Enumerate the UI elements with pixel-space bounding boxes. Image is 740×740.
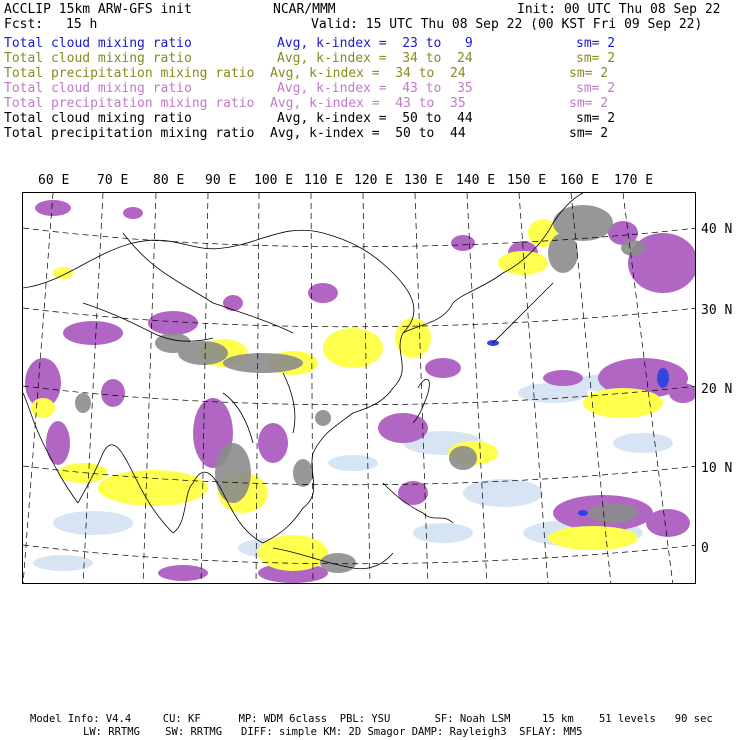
model-title: ACCLIP 15km ARW-GFS init bbox=[4, 2, 192, 17]
legend-row-sm: sm= 2 bbox=[576, 36, 616, 51]
forecast-hour: 15 h bbox=[66, 17, 98, 32]
lat-label: 0 bbox=[701, 541, 709, 556]
lon-label: 70 E bbox=[97, 173, 129, 188]
lon-label: 110 E bbox=[304, 173, 344, 188]
legend-row-sm: sm= 2 bbox=[569, 66, 609, 81]
legend-row-field: Total precipitation mixing ratio bbox=[4, 126, 255, 141]
lon-label: 150 E bbox=[507, 173, 547, 188]
legend-row-avg: Avg, k-index = 43 to 35 bbox=[277, 81, 473, 96]
legend-row-avg: Avg, k-index = 34 to 24 bbox=[277, 51, 473, 66]
lon-label: 100 E bbox=[254, 173, 294, 188]
legend-row-avg: Avg, k-index = 50 to 44 bbox=[270, 126, 466, 141]
legend-row-field: Total cloud mixing ratio bbox=[4, 81, 192, 96]
lon-label: 130 E bbox=[404, 173, 444, 188]
legend-row-avg: Avg, k-index = 34 to 24 bbox=[270, 66, 466, 81]
legend-row-sm: sm= 2 bbox=[576, 51, 616, 66]
lon-label: 60 E bbox=[38, 173, 70, 188]
forecast-label: Fcst: bbox=[4, 17, 44, 32]
legend-row-sm: sm= 2 bbox=[569, 96, 609, 111]
model-info-line1: Model Info: V4.4 CU: KF MP: WDM 6class PBL: YSU SF: Noah LSM 15 km 51 levels 90 sec bbox=[30, 713, 713, 725]
legend-row-sm: sm= 2 bbox=[569, 126, 609, 141]
init-time: Init: 00 UTC Thu 08 Sep 22 bbox=[517, 2, 721, 17]
lon-label: 160 E bbox=[560, 173, 600, 188]
legend-row-field: Total cloud mixing ratio bbox=[4, 111, 192, 126]
map-panel bbox=[22, 192, 696, 584]
legend-row-field: Total cloud mixing ratio bbox=[4, 36, 192, 51]
lat-label: 10 N bbox=[701, 461, 733, 476]
legend-row-field: Total precipitation mixing ratio bbox=[4, 66, 255, 81]
legend-row-avg: Avg, k-index = 50 to 44 bbox=[277, 111, 473, 126]
legend-row-sm: sm= 2 bbox=[576, 111, 616, 126]
legend-row-sm: sm= 2 bbox=[576, 81, 616, 96]
legend-row-avg: Avg, k-index = 43 to 35 bbox=[270, 96, 466, 111]
lon-label: 170 E bbox=[614, 173, 654, 188]
lon-label: 90 E bbox=[205, 173, 237, 188]
map-canvas bbox=[23, 193, 696, 584]
org-label: NCAR/MMM bbox=[273, 2, 336, 17]
lon-label: 80 E bbox=[153, 173, 185, 188]
legend-row-field: Total precipitation mixing ratio bbox=[4, 96, 255, 111]
valid-time: Valid: 15 UTC Thu 08 Sep 22 (00 KST Fri 09 Sep 22) bbox=[311, 17, 703, 32]
lat-label: 20 N bbox=[701, 382, 733, 397]
lon-label: 120 E bbox=[354, 173, 394, 188]
lat-label: 30 N bbox=[701, 303, 733, 318]
legend-row-avg: Avg, k-index = 23 to 9 bbox=[277, 36, 473, 51]
legend-row-field: Total cloud mixing ratio bbox=[4, 51, 192, 66]
lon-label: 140 E bbox=[456, 173, 496, 188]
model-info-line2: LW: RRTMG SW: RRTMG DIFF: simple KM: 2D Smagor DAMP: Rayleigh3 SFLAY: MM5 bbox=[83, 726, 583, 738]
lat-label: 40 N bbox=[701, 222, 733, 237]
